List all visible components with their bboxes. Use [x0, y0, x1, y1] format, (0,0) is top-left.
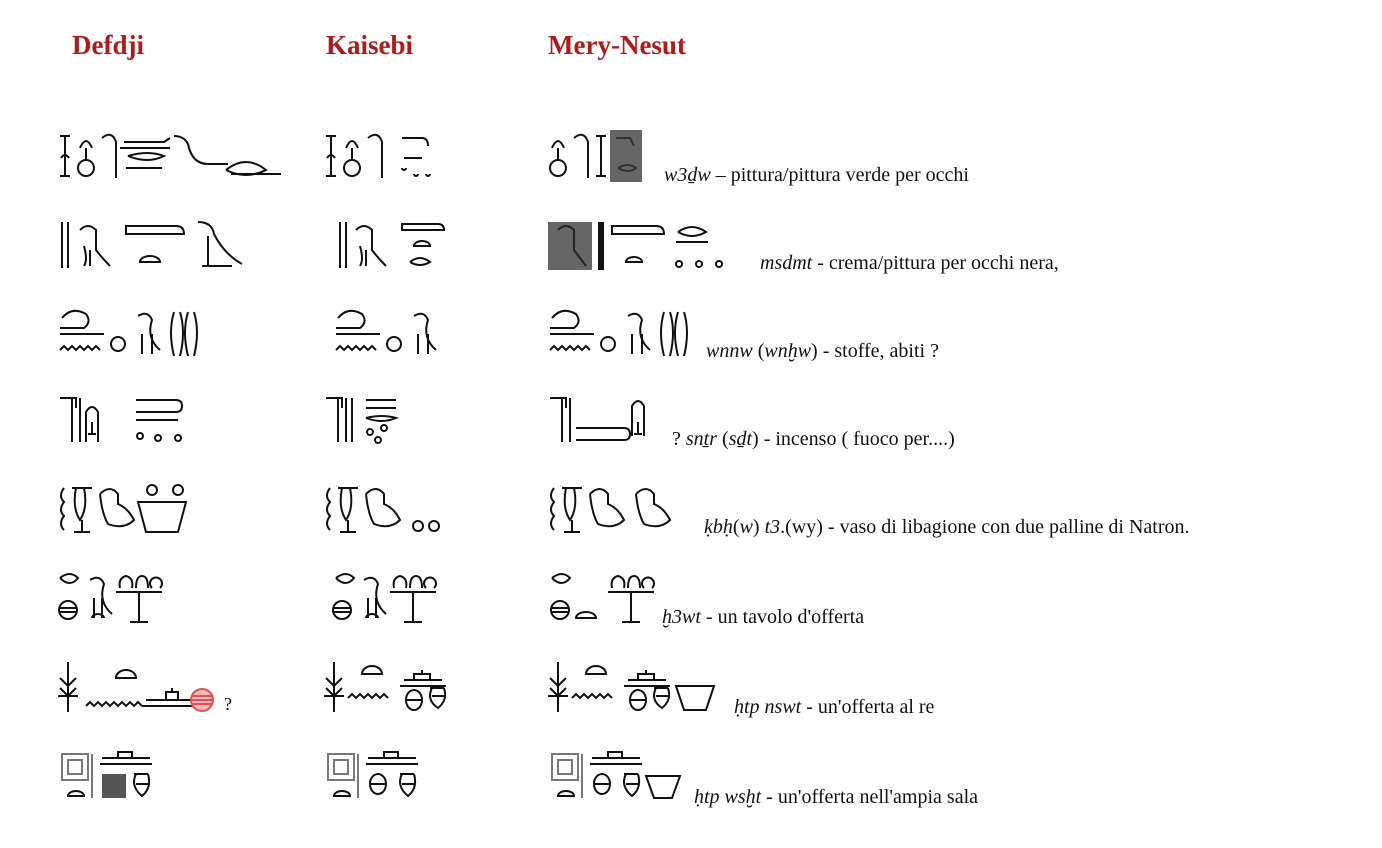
hieroglyph-group-defdji: [56, 392, 286, 456]
hieroglyph-group-defdji: [56, 128, 286, 192]
hieroglyph-group-defdji: [56, 480, 286, 544]
hieroglyph-group-mery-nesut: [546, 216, 726, 280]
hieroglyph-group-mery-nesut: [546, 656, 726, 720]
hieroglyph-group-defdji: [56, 216, 286, 280]
hieroglyph-group-defdji: [56, 656, 286, 720]
table-row: [0, 744, 1382, 816]
translation-text: msdmt - crema/pittura per occhi nera,: [760, 252, 1059, 274]
hieroglyph-group-kaisebi: [322, 128, 472, 192]
translation-text: wnnw (wnḫw) - stoffe, abiti ?: [706, 340, 939, 362]
hieroglyph-group-mery-nesut: [546, 304, 726, 368]
hieroglyph-group-kaisebi: [322, 656, 472, 720]
column-header-kaisebi: Kaisebi: [326, 30, 414, 60]
table-row: [0, 480, 1382, 552]
table-row: [0, 568, 1382, 640]
translation-text: ḫ3wt - un tavolo d'offerta: [662, 606, 865, 628]
translation-text: ḥtp wsḫt - un'offerta nell'ampia sala: [694, 786, 978, 808]
hieroglyph-group-kaisebi: [322, 216, 472, 280]
hieroglyph-group-kaisebi: [322, 392, 472, 456]
translation-text: w3ḏw – pittura/pittura verde per occhi: [664, 164, 969, 186]
translation-text: ḥtp nswt - un'offerta al re: [734, 696, 935, 718]
hieroglyph-group-defdji: [56, 304, 286, 368]
hieroglyph-group-kaisebi: [322, 480, 472, 544]
hieroglyph-group-kaisebi: [322, 744, 472, 808]
table-row: [0, 392, 1382, 464]
column-header-defdji: Defdji: [72, 30, 144, 60]
hieroglyph-group-defdji: [56, 744, 286, 808]
hieroglyph-group-kaisebi: [322, 304, 472, 368]
translation-text: ḳbḥ(w) t3.(wy) - vaso di libagione con due palline di Natron.: [704, 516, 1190, 538]
uncertain-question-mark: ?: [224, 694, 232, 714]
table-row: [0, 656, 1382, 728]
column-header-mery-nesut: Mery-Nesut: [548, 30, 686, 60]
table-row: [0, 304, 1382, 376]
table-row: [0, 128, 1382, 200]
table-row: [0, 216, 1382, 288]
hieroglyph-group-defdji: [56, 568, 286, 632]
hieroglyph-group-mery-nesut: [546, 480, 726, 544]
translation-text: ? snṯr (sḏt) - incenso ( fuoco per....): [672, 428, 955, 450]
hieroglyph-group-kaisebi: [322, 568, 472, 632]
